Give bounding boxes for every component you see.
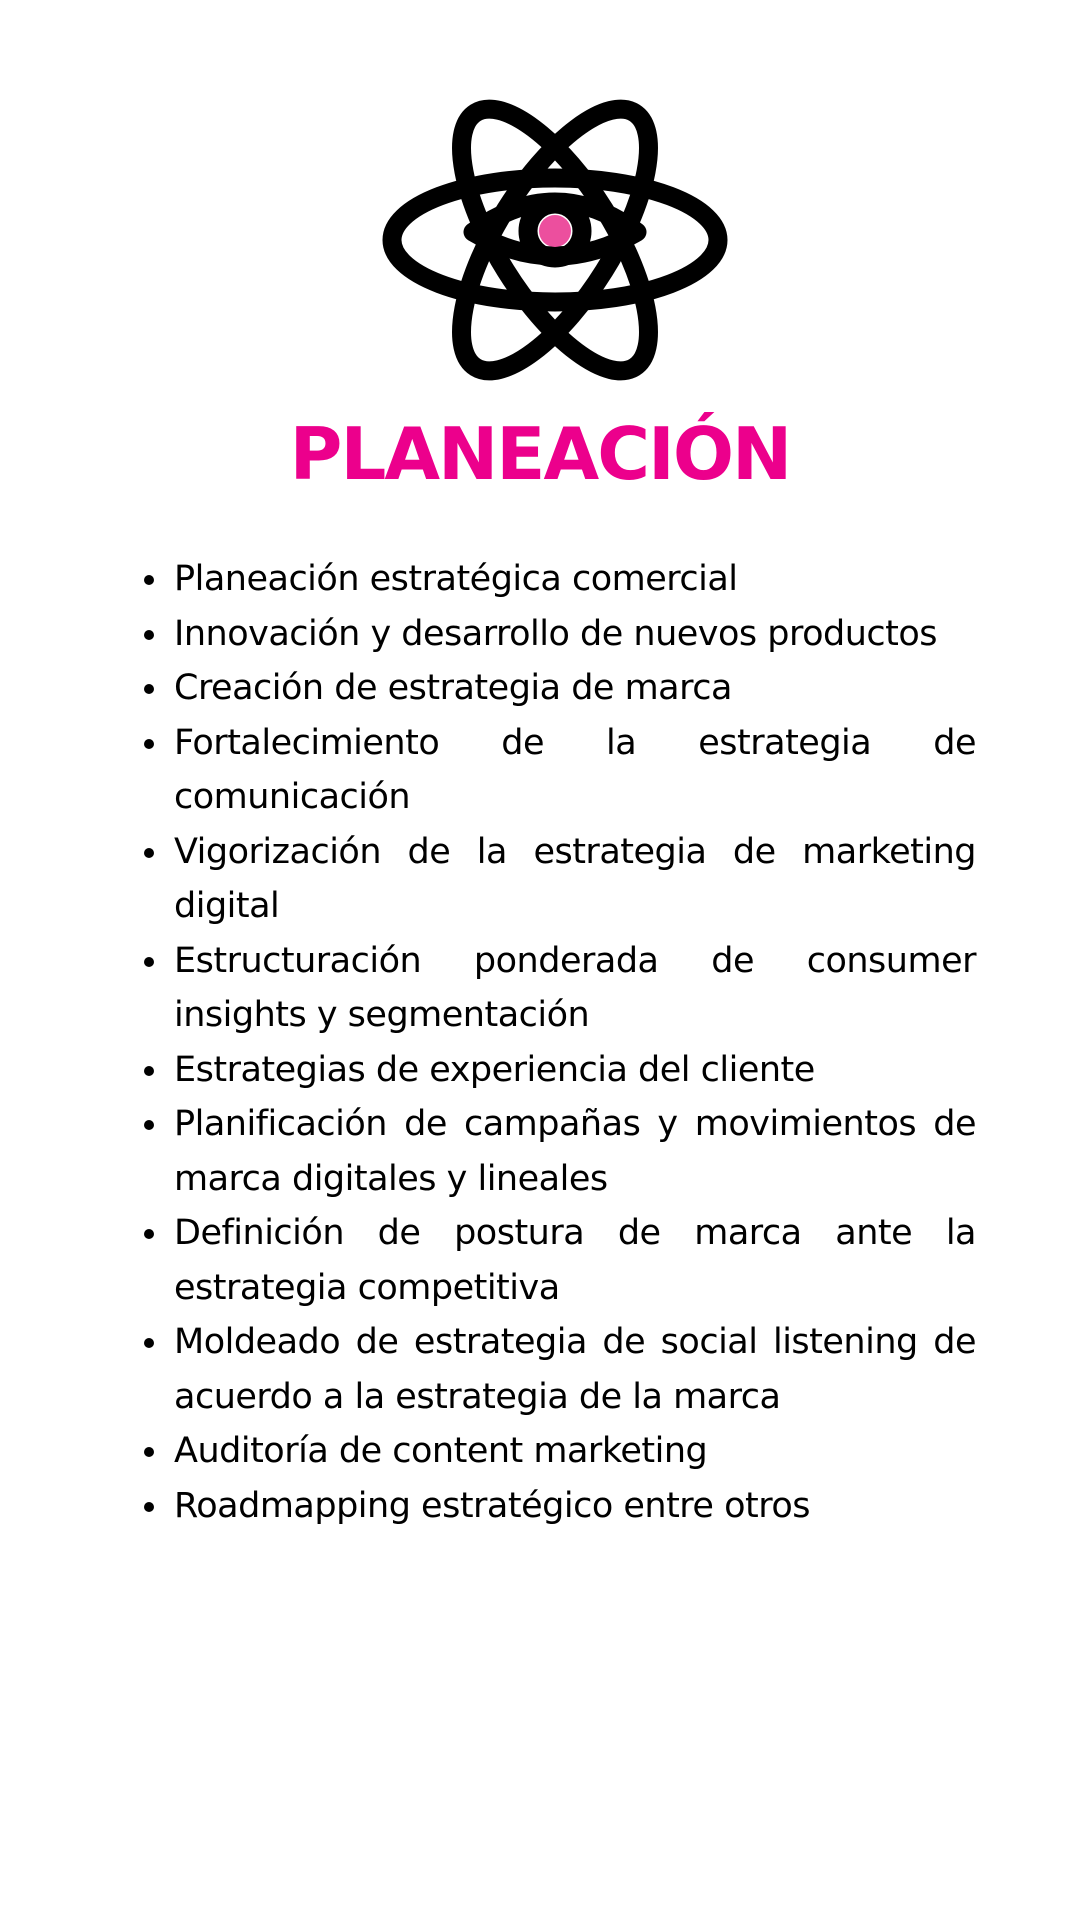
list-item: [138, 661, 976, 716]
bullet-icon: [144, 575, 154, 585]
bullet-icon: [144, 1502, 154, 1512]
bullet-icon: [144, 1066, 154, 1076]
bullet-icon: [144, 848, 154, 858]
list-item-text: Estructuración ponderada de consumer insights y segmentación: [174, 940, 976, 1035]
list-item: [138, 934, 976, 1043]
list-item: [138, 607, 976, 662]
page-title: PLANEACIÓN: [289, 412, 791, 496]
bullet-icon: [144, 1229, 154, 1239]
list-item-text: Moldeado de estrategia de social listening de acuerdo a la estrategia de la marca: [174, 1322, 976, 1417]
list-item-text: Definición de postura de marca ante la estrategia competitiva: [174, 1213, 976, 1308]
list-item: [138, 716, 976, 825]
list-item-text: Fortalecimiento de la estrategia de comunicación: [174, 722, 976, 817]
bullet-icon: [144, 1120, 154, 1130]
list-item: [138, 1315, 976, 1424]
list-item-text: Roadmapping estratégico entre otros: [174, 1485, 810, 1526]
list-item-text: Vigorización de la estrategia de marketing digital: [174, 831, 976, 926]
list-item: [138, 1424, 976, 1479]
bullet-icon: [144, 739, 154, 749]
list-item-text: Innovación y desarrollo de nuevos productos: [174, 613, 938, 654]
list-item: [138, 1479, 976, 1534]
list-item: [138, 552, 976, 607]
list-item: [138, 1206, 976, 1315]
bullet-icon: [144, 1447, 154, 1457]
list-item-text: Estrategias de experiencia del cliente: [174, 1049, 815, 1090]
bullet-icon: [144, 1338, 154, 1348]
list-item-text: Creación de estrategia de marca: [174, 668, 732, 708]
services-list: [138, 552, 976, 1533]
list-item: [138, 1043, 976, 1098]
list-item-text: Auditoría de content marketing: [174, 1431, 708, 1471]
bullet-icon: [144, 957, 154, 967]
list-item-text: Planificación de campañas y movimientos de marca digitales y lineales: [174, 1104, 976, 1199]
list-item: [138, 1097, 976, 1206]
list-item-text: Planeación estratégica comercial: [174, 559, 738, 599]
bullet-icon: [144, 630, 154, 640]
bullet-icon: [144, 684, 154, 694]
list-item: [138, 825, 976, 934]
atom-eye-icon: [378, 84, 732, 394]
